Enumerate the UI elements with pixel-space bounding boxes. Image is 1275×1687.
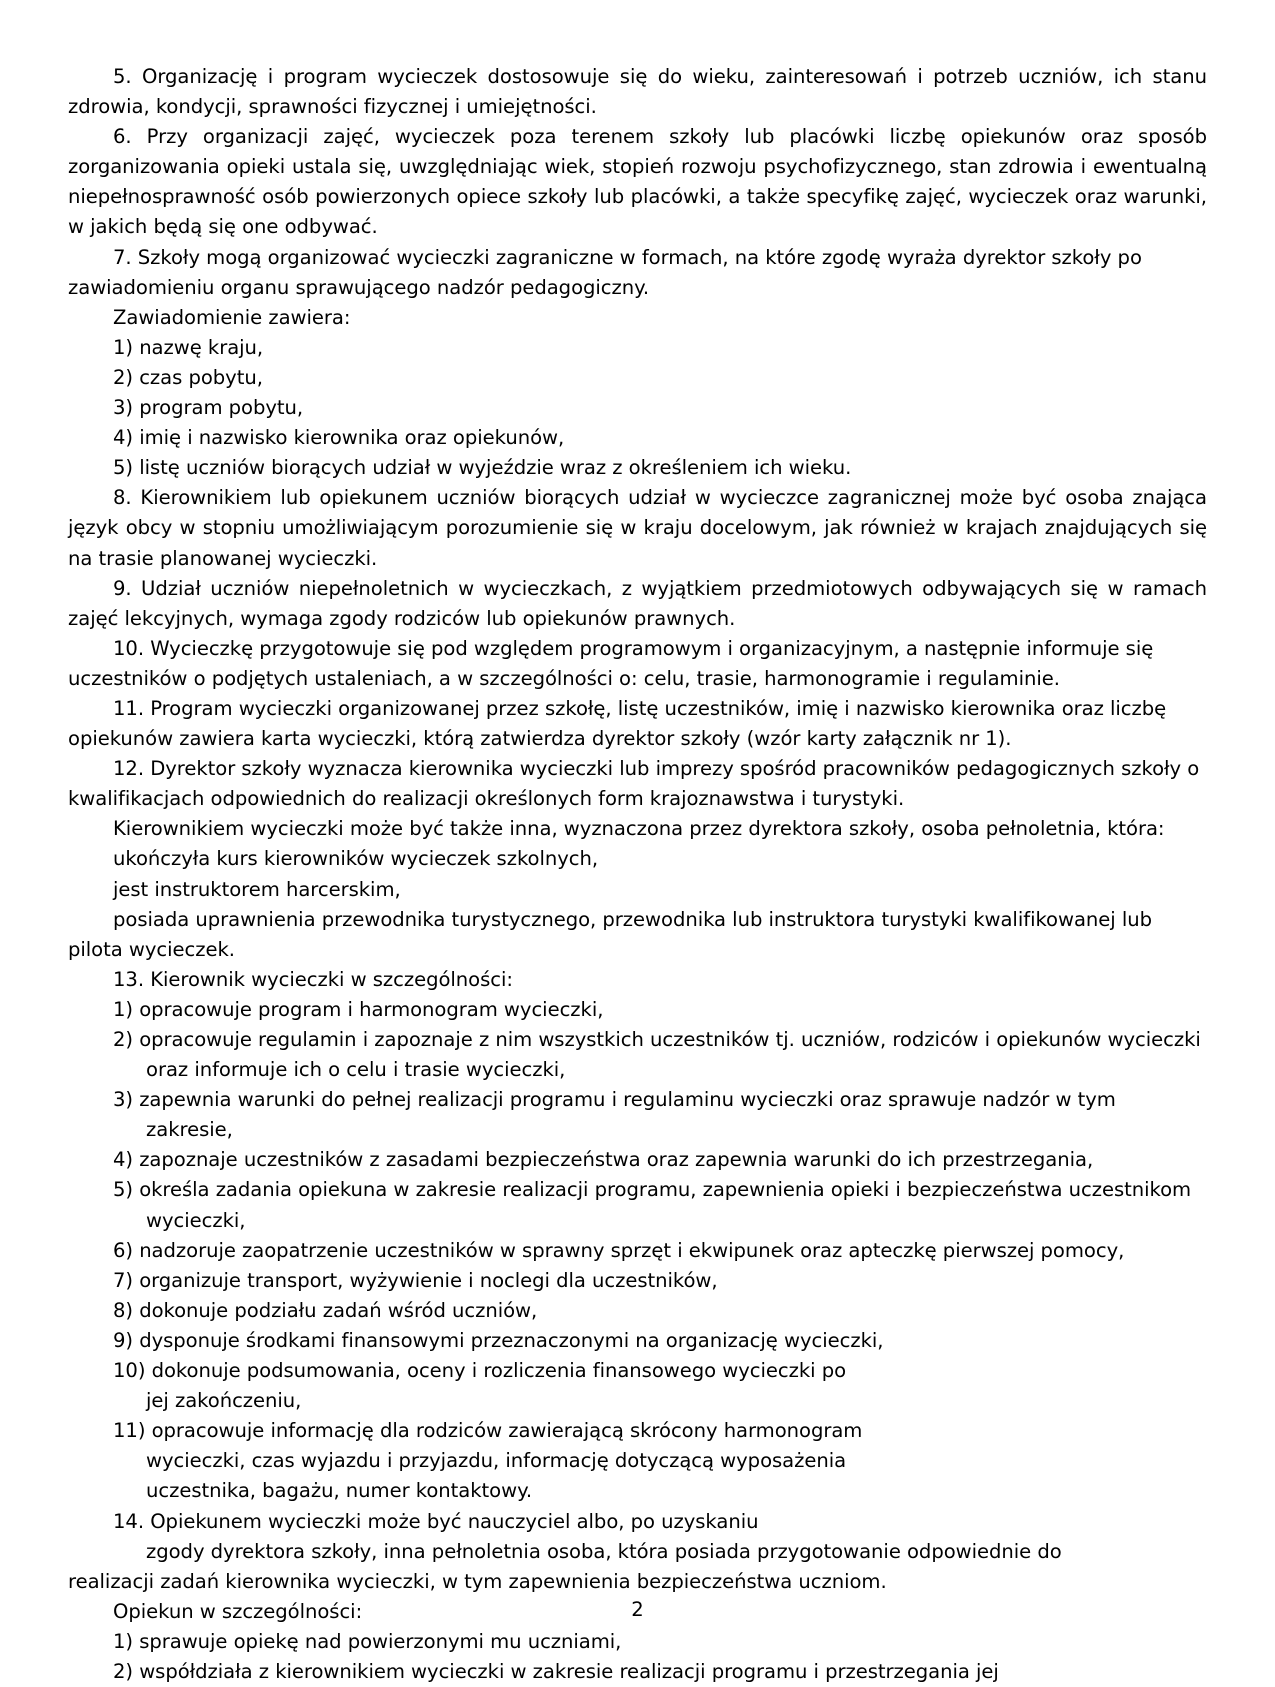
paragraph-p14-2: 2) współdziała z kierownikiem wycieczki w zakresie realizacji programu i przestrzegania jej: [113, 1659, 999, 1683]
paragraph-p13-6: 6) nadzoruje zaopatrzenie uczestników w sprawny sprzęt i ekwipunek oraz apteczkę pierwszej pomocy,: [113, 1238, 1125, 1262]
paragraph-p7-3: 3) program pobytu,: [113, 396, 304, 420]
paragraph-p10: 10. Wycieczkę przygotowuje się pod względem programowym i organizacyjnym, a następnie informuje się uczestników o podjętych ustaleniach, a w szczególności o: celu, trasie, harmonogramie i regulaminie.: [68, 636, 1154, 690]
document-body: [68, 62, 1207, 1687]
paragraph-p13-10b: jej zakończeniu,: [146, 1389, 302, 1413]
paragraph-p12-b: ukończyła kurs kierowników wycieczek szkolnych,: [113, 847, 599, 871]
paragraph-p14-intro: Opiekun w szczególności:: [113, 1599, 363, 1623]
paragraph-p13-9: 9) dysponuje środkami finansowymi przeznaczonymi na organizację wycieczki,: [113, 1328, 884, 1352]
page-number: 2: [631, 1598, 644, 1621]
paragraph-p13: 13. Kierownik wycieczki w szczególności:: [113, 967, 513, 991]
paragraph-p13-2: 2) opracowuje regulamin i zapoznaje z nim wszystkich uczestników tj. uczniów, rodziców i opiekunów wycieczki oraz informuje ich o celu i trasie wycieczki,: [113, 1028, 1201, 1082]
paragraph-p13-11: 11) opracowuje informację dla rodziców zawierającą skrócony harmonogram: [113, 1419, 863, 1443]
paragraph-p12-c: jest instruktorem harcerskim,: [113, 877, 401, 901]
paragraph-p6: 6. Przy organizacji zajęć, wycieczek poza terenem szkoły lub placówki liczbę opiekunów oraz sposób zorganizowania opieki ustala się, uwzględniając wiek, stopień rozwoju psychofizycznego, stan zdrowia i ewentualną niepełnosprawność osób powierzonych opiece szkoły lub placówki, a także specyfikę zajęć, wycieczek oraz warunki, w jakich będą się one odbywać.: [68, 125, 1207, 239]
paragraph-p14: 14. Opiekunem wycieczki może być nauczyciel albo, po uzyskaniu: [113, 1509, 759, 1533]
paragraph-p13-10: 10) dokonuje podsumowania, oceny i rozliczenia finansowego wycieczki po: [113, 1359, 847, 1383]
paragraph-p13-5: 5) określa zadania opiekuna w zakresie realizacji programu, zapewnienia opieki i bezpieczeństwa uczestnikom wycieczki,: [113, 1178, 1192, 1232]
paragraph-p13-11c: uczestnika, bagażu, numer kontaktowy.: [146, 1479, 533, 1503]
paragraph-p8: 8. Kierownikiem lub opiekunem uczniów biorących udział w wycieczce zagranicznej może być osoba znająca język obcy w stopniu umożliwiającym porozumienie się w kraju docelowym, jak również w krajach znajdujących się na trasie planowanej wycieczki.: [68, 486, 1207, 570]
paragraph-p9: 9. Udział uczniów niepełnoletnich w wycieczkach, z wyjątkiem przedmiotowych odbywających się w ramach zajęć lekcyjnych, wymaga zgody rodziców lub opiekunów prawnych.: [68, 576, 1207, 630]
paragraph-p7-4: 4) imię i nazwisko kierownika oraz opiekunów,: [113, 426, 565, 450]
paragraph-p7-5: 5) listę uczniów biorących udział w wyjeździe wraz z określeniem ich wieku.: [113, 456, 852, 480]
paragraph-p12-d: posiada uprawnienia przewodnika turystycznego, przewodnika lub instruktora turystyki kwalifikowanej lub pilota wycieczek.: [68, 907, 1153, 961]
paragraph-p7: 7. Szkoły mogą organizować wycieczki zagraniczne w formach, na które zgodę wyraża dyrektor szkoły po zawiadomieniu organu sprawującego nadzór pedagogiczny.: [68, 245, 1142, 299]
paragraph-p13-1: 1) opracowuje program i harmonogram wycieczki,: [113, 997, 604, 1021]
paragraph-p11: 11. Program wycieczki organizowanej przez szkołę, listę uczestników, imię i nazwisko kierownika oraz liczbę opiekunów zawiera karta wycieczki, którą zatwierdza dyrektor szkoły (wzór karty załącznik nr 1).: [68, 696, 1167, 751]
paragraph-p13-8: 8) dokonuje podziału zadań wśród uczniów,: [113, 1298, 538, 1322]
paragraph-p13-4: 4) zapoznaje uczestników z zasadami bezpieczeństwa oraz zapewnia warunki do ich przestrzegania,: [113, 1148, 1094, 1172]
paragraph-p14b: zgody dyrektora szkoły, inna pełnoletnia osoba, która posiada przygotowanie odpowiednie do: [146, 1539, 1062, 1563]
paragraph-p13-7: 7) organizuje transport, wyżywienie i noclegi dla uczestników,: [113, 1268, 718, 1292]
paragraph-p7-intro: Zawiadomienie zawiera:: [113, 305, 351, 329]
paragraph-p13-11b: wycieczki, czas wyjazdu i przyjazdu, informację dotyczącą wyposażenia: [146, 1449, 847, 1473]
paragraph-p13-3: 3) zapewnia warunki do pełnej realizacji programu i regulaminu wycieczki oraz sprawuje nadzór w tym zakresie,: [113, 1088, 1116, 1142]
paragraph-p12-a: Kierownikiem wycieczki może być także inna, wyznaczona przez dyrektora szkoły, osoba pełnoletnia, która:: [113, 817, 1165, 841]
paragraph-p12: 12. Dyrektor szkoły wyznacza kierownika wycieczki lub imprezy spośród pracowników pedagogicznych szkoły o kwalifikacjach odpowiednich do realizacji określonych form krajoznawstwa i turystyki.: [68, 757, 1200, 811]
paragraph-p5: 5. Organizację i program wycieczek dostosowuje się do wieku, zainteresowań i potrzeb uczniów, ich stanu zdrowia, kondycji, sprawności fizycznej i umiejętności.: [68, 65, 1207, 119]
paragraph-p7-2: 2) czas pobytu,: [113, 365, 263, 389]
paragraph-p14-1: 1) sprawuje opiekę nad powierzonymi mu uczniami,: [113, 1629, 622, 1653]
paragraph-p14c: realizacji zadań kierownika wycieczki, w tym zapewnienia bezpieczeństwa uczniom.: [68, 1569, 887, 1593]
paragraph-p7-1: 1) nazwę kraju,: [113, 335, 264, 359]
